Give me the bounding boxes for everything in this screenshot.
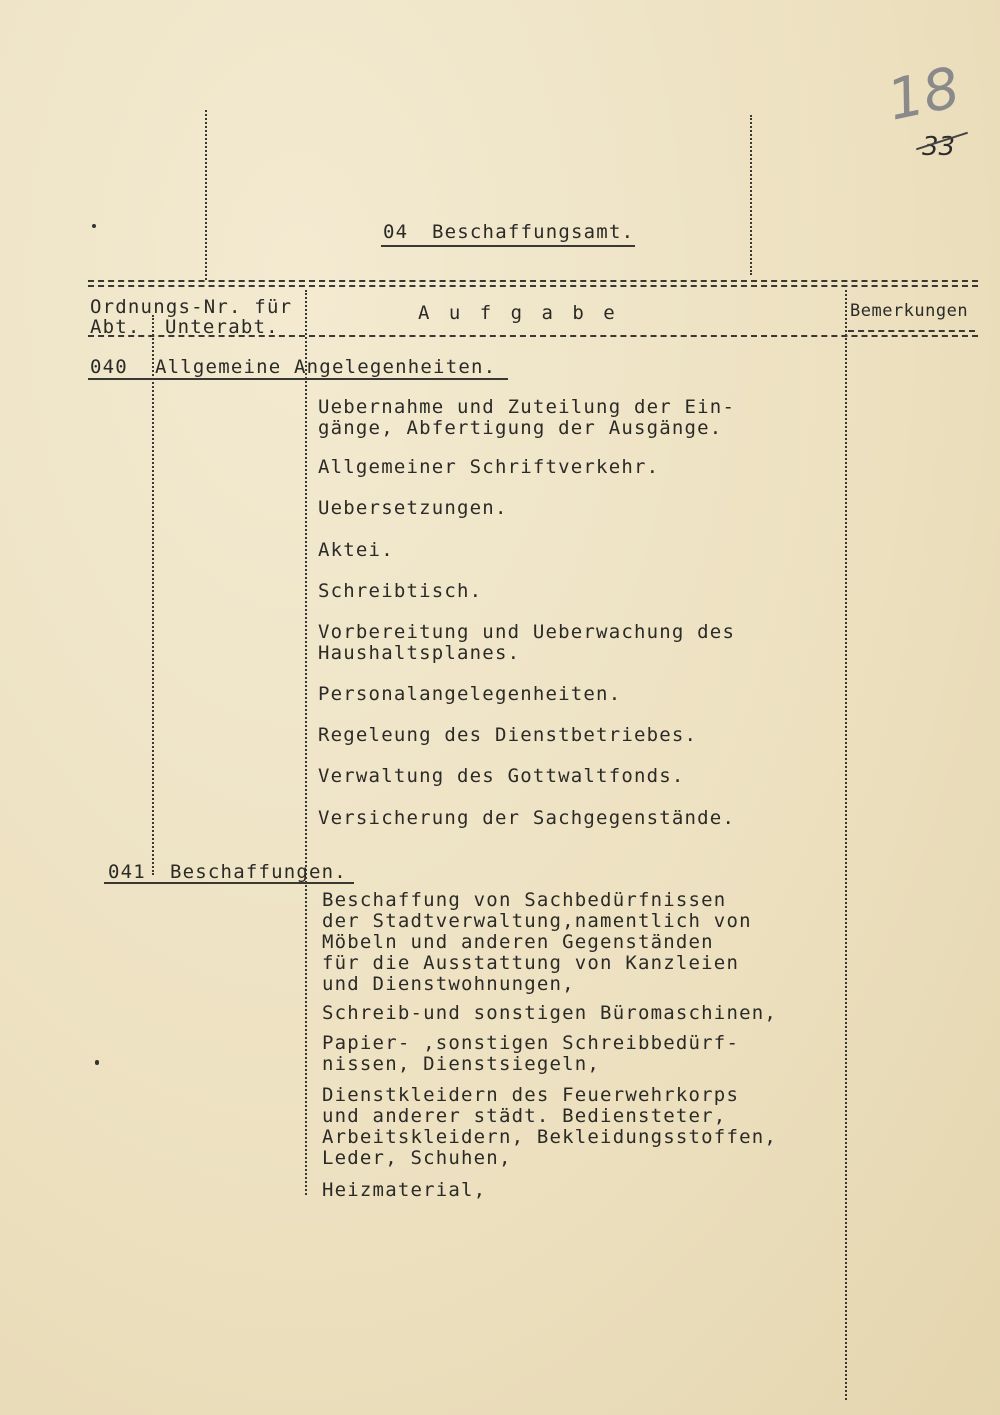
column-rule-unterabt: [205, 110, 207, 280]
line: Arbeitskleidern, Bekleidungsstoffen,: [322, 1126, 778, 1148]
dot-mark: [95, 1060, 99, 1065]
line: nissen, Dienstsiegeln,: [322, 1053, 601, 1075]
line: Papier- ,sonstigen Schreibbedürf-: [322, 1032, 740, 1054]
title-underline: [381, 245, 635, 247]
list-item: Schreibtisch.: [318, 580, 483, 602]
section-code: 041: [108, 861, 146, 883]
table-top-rule-2: [88, 285, 978, 287]
line: Uebernahme und Zuteilung der Ein-: [318, 396, 736, 418]
line: der Stadtverwaltung,namentlich von: [322, 910, 752, 932]
header-ordnungs-nr: Ordnungs-Nr. für: [90, 296, 293, 318]
list-item: [322, 890, 752, 995]
dot-mark: [92, 224, 96, 228]
list-item: Schreib-und sonstigen Büromaschinen,: [322, 1002, 778, 1024]
line: gänge, Abfertigung der Ausgänge.: [318, 417, 723, 439]
list-item: Verwaltung des Gottwaltfonds.: [318, 765, 685, 787]
list-item: [322, 1033, 739, 1075]
column-rule-abt: [152, 315, 154, 875]
column-rule-bemerkungen: [845, 290, 847, 1400]
section-title: Allgemeine Angelegenheiten.: [155, 356, 497, 378]
table-top-rule: [88, 280, 978, 282]
list-item: Regeleung des Dienstbetriebes.: [318, 724, 698, 746]
header-unterabt: Unterabt.: [165, 316, 279, 338]
page-title: Beschaffungsamt.: [432, 221, 635, 243]
list-item: [318, 397, 735, 439]
section-code: 040: [90, 356, 128, 378]
list-item: [322, 1085, 777, 1169]
line: Beschaffung von Sachbedürfnissen: [322, 889, 727, 911]
pencil-page-number: 18: [882, 55, 966, 134]
header-bottom-rule-right: [848, 330, 975, 332]
line: Leder, Schuhen,: [322, 1147, 512, 1169]
page-number: 33: [922, 132, 956, 162]
section-underline: [104, 882, 354, 884]
line: Vorbereitung und Ueberwachung des: [318, 621, 736, 643]
list-item: [318, 622, 735, 664]
column-rule-top: [750, 115, 752, 275]
list-item: Versicherung der Sachgegenstände.: [318, 807, 736, 829]
header-abt: Abt.: [90, 316, 141, 338]
line: Dienstkleidern des Feuerwehrkorps: [322, 1084, 740, 1106]
line: Möbeln und anderen Gegenständen: [322, 931, 714, 953]
list-item: Heizmaterial,: [322, 1179, 487, 1201]
title-code: 04: [383, 221, 409, 243]
list-item: Uebersetzungen.: [318, 497, 508, 519]
section-title: Beschaffungen.: [170, 861, 347, 883]
header-aufgabe: A u f g a b e: [418, 302, 619, 324]
line: und anderer städt. Bediensteter,: [322, 1105, 727, 1127]
line: für die Ausstattung von Kanzleien: [322, 952, 740, 974]
list-item: Personalangelegenheiten.: [318, 683, 622, 705]
header-bemerkungen: Bemerkungen: [850, 301, 969, 321]
column-rule-unterabt: [305, 290, 307, 1195]
line: und Dienstwohnungen,: [322, 973, 575, 995]
list-item: Aktei.: [318, 539, 394, 561]
list-item: Allgemeiner Schriftverkehr.: [318, 456, 660, 478]
line: Haushaltsplanes.: [318, 642, 521, 664]
section-underline: [88, 378, 508, 380]
